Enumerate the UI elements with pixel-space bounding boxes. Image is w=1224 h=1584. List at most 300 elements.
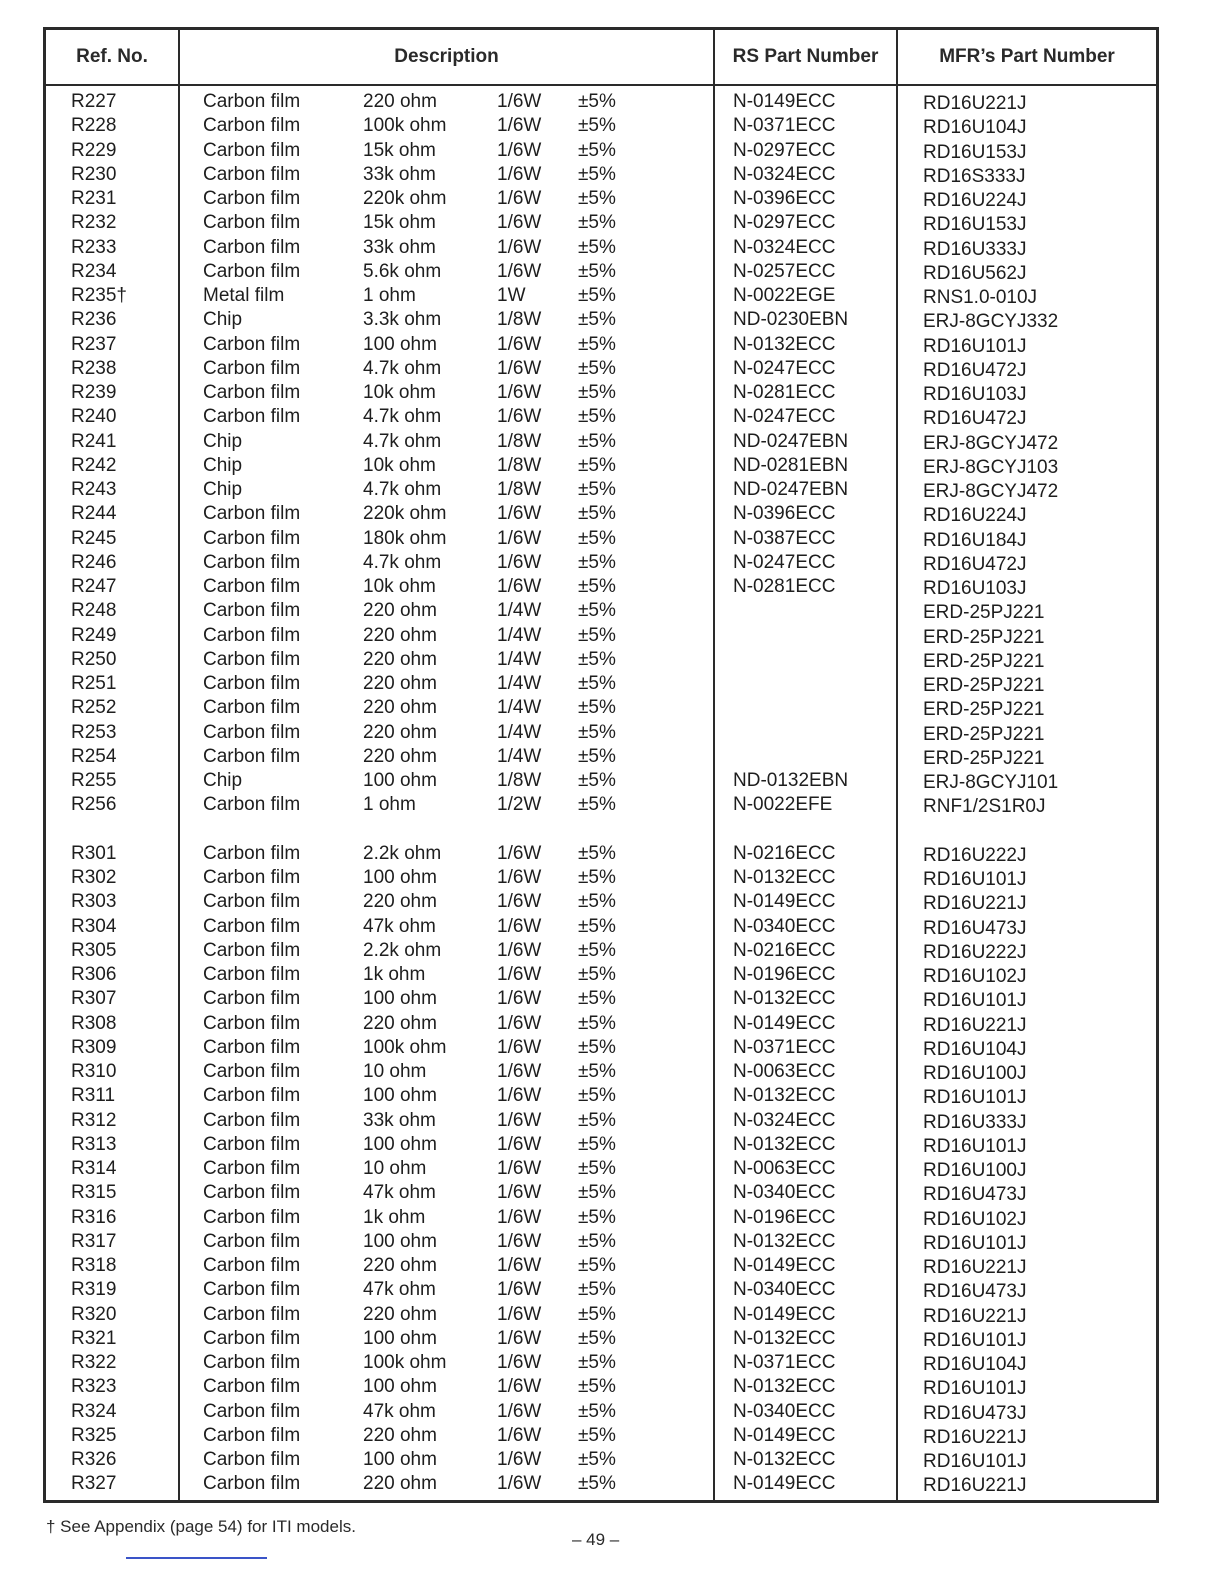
tolerance-cell: ±5% [578,867,616,888]
table-row [46,963,1156,987]
power-cell: 1/6W [497,1012,542,1034]
rs-part-cell: N-0371ECC [733,1036,836,1058]
mfr-part-cell: RD16U472J [923,359,1027,381]
rs-part-cell: N-0149ECC [733,91,836,112]
value-cell: 4.7k ohm [363,479,442,500]
tolerance-cell: ±5% [578,988,616,1010]
rs-part-cell: ND-0230EBN [733,309,849,331]
tolerance-cell: ±5% [578,115,616,137]
mfr-part-cell: RD16U101J [923,1087,1027,1109]
value-cell: 100k ohm [363,1352,447,1373]
rs-part-cell: ND-0247EBN [733,430,849,452]
table-row [46,624,1156,648]
ref-cell: R308 [71,1012,117,1034]
header-description: Description [394,46,499,67]
mfr-part-cell: RD16U221J [923,93,1027,114]
rs-part-cell: ND-0132EBN [733,770,849,791]
ref-cell: R254 [71,745,117,767]
rs-part-cell: N-0022EGE [733,285,836,306]
mfr-part-cell: ERD-25PJ221 [923,747,1045,769]
ref-cell: R303 [71,891,117,913]
power-cell: 1/8W [497,479,542,500]
mfr-part-cell: RD16U101J [923,1232,1027,1254]
table-row [46,1327,1156,1351]
ref-cell: R230 [71,163,117,185]
power-cell: 1/6W [497,357,542,379]
tolerance-cell: ±5% [578,770,616,791]
mfr-part-cell: RD16U221J [923,1305,1027,1327]
tolerance-cell: ±5% [578,333,616,355]
table-row [46,478,1156,502]
value-cell: 5.6k ohm [363,260,442,282]
power-cell: 1/6W [497,260,542,282]
ref-cell: R246 [71,551,117,573]
rs-part-cell: N-0281ECC [733,382,836,403]
rs-part-cell: N-0149ECC [733,1012,836,1034]
tolerance-cell: ±5% [578,1012,616,1034]
value-cell: 100 ohm [363,1085,437,1107]
value-cell: 2.2k ohm [363,842,442,864]
mfr-part-cell: ERD-25PJ221 [923,699,1045,721]
ref-cell: R305 [71,939,117,961]
table-row [46,769,1156,793]
ref-cell: R315 [71,1182,117,1204]
parts-table [43,27,1159,1503]
power-cell: 1/6W [497,576,542,597]
ref-cell: R320 [71,1303,117,1325]
table-row [46,1472,1156,1496]
value-cell: 220 ohm [363,891,437,913]
type-cell: Carbon film [203,1352,301,1373]
rs-part-cell: N-0132ECC [733,1133,836,1155]
value-cell: 100 ohm [363,1327,437,1349]
mfr-part-cell: ERJ-8GCYJ332 [923,311,1059,333]
type-cell: Carbon film [203,624,301,646]
value-cell: 47k ohm [363,1279,436,1301]
tolerance-cell: ±5% [578,527,616,549]
power-cell: 1/2W [497,794,542,816]
mfr-part-cell: RD16U101J [923,1135,1027,1157]
power-cell: 1/6W [497,842,542,864]
rs-part-cell: N-0132ECC [733,1449,836,1470]
type-cell: Carbon film [203,1230,301,1252]
table-row [46,260,1156,284]
ref-cell: R251 [71,673,117,694]
type-cell: Carbon film [203,115,301,137]
ref-cell: R307 [71,988,117,1010]
power-cell: 1/6W [497,1085,542,1107]
type-cell: Carbon film [203,1424,301,1446]
type-cell: Carbon film [203,1158,301,1179]
type-cell: Carbon film [203,1400,301,1422]
ref-cell: R318 [71,1255,117,1276]
mfr-part-cell: RD16U473J [923,1184,1027,1206]
power-cell: 1/6W [497,867,542,888]
table-row [46,648,1156,672]
table-row [46,1109,1156,1133]
ref-cell: R322 [71,1352,117,1373]
value-cell: 220 ohm [363,1255,437,1276]
power-cell: 1/6W [497,527,542,549]
mfr-part-cell: RD16U333J [923,238,1027,260]
value-cell: 220 ohm [363,673,437,694]
type-cell: Carbon film [203,745,301,767]
table-row [46,1012,1156,1036]
table-row [46,551,1156,575]
type-cell: Carbon film [203,842,301,864]
mfr-part-cell: RD16U473J [923,1281,1027,1303]
mfr-part-cell: ERJ-8GCYJ103 [923,456,1059,478]
power-cell: 1/8W [497,770,542,791]
ref-cell: R235† [71,285,127,306]
tolerance-cell: ±5% [578,842,616,864]
ref-cell: R326 [71,1449,117,1470]
mfr-part-cell: RD16U104J [923,1354,1027,1375]
ref-cell: R255 [71,770,117,791]
mfr-part-cell: RD16U221J [923,893,1027,915]
type-cell: Carbon film [203,1182,301,1204]
rs-part-cell: N-0257ECC [733,260,836,282]
tolerance-cell: ±5% [578,1279,616,1301]
power-cell: 1/4W [497,745,542,767]
tolerance-cell: ±5% [578,1182,616,1204]
type-cell: Carbon film [203,915,301,937]
table-row [46,333,1156,357]
power-cell: 1/8W [497,309,542,331]
value-cell: 220k ohm [363,503,447,525]
value-cell: 47k ohm [363,915,436,937]
mfr-part-cell: ERD-25PJ221 [923,675,1045,696]
type-cell: Carbon film [203,260,301,282]
table-row [46,90,1156,114]
mfr-part-cell: RD16U221J [923,1475,1027,1497]
table-row [46,502,1156,526]
rs-part-cell: N-0324ECC [733,236,836,258]
type-cell: Carbon film [203,964,301,985]
tolerance-cell: ±5% [578,503,616,525]
value-cell: 47k ohm [363,1400,436,1422]
table-row [46,1157,1156,1181]
tolerance-cell: ±5% [578,1085,616,1107]
tolerance-cell: ±5% [578,745,616,767]
ref-cell: R234 [71,260,117,282]
mfr-part-cell: RD16U100J [923,1160,1027,1181]
type-cell: Carbon film [203,406,301,428]
type-cell: Carbon film [203,697,301,719]
tolerance-cell: ±5% [578,479,616,500]
value-cell: 2.2k ohm [363,939,442,961]
tolerance-cell: ±5% [578,382,616,403]
mfr-part-cell: RD16U101J [923,335,1027,357]
value-cell: 10k ohm [363,382,436,403]
power-cell: 1/8W [497,430,542,452]
table-row [46,1278,1156,1302]
ref-cell: R314 [71,1158,117,1179]
table-row [46,1133,1156,1157]
rs-part-cell: N-0132ECC [733,1230,836,1252]
table-row [46,745,1156,769]
table-row [46,696,1156,720]
rs-part-cell: ND-0247EBN [733,479,849,500]
table-row [46,1084,1156,1108]
power-cell: 1/6W [497,163,542,185]
rs-part-cell: N-0371ECC [733,1352,836,1373]
type-cell: Chip [203,454,243,476]
tolerance-cell: ±5% [578,91,616,112]
tolerance-cell: ±5% [578,1303,616,1325]
table-row [46,1400,1156,1424]
rs-part-cell: N-0132ECC [733,867,836,888]
tolerance-cell: ±5% [578,1133,616,1155]
rs-part-cell: N-0371ECC [733,115,836,137]
type-cell: Chip [203,309,243,331]
value-cell: 220 ohm [363,600,437,622]
table-row [46,1181,1156,1205]
rs-part-cell: N-0340ECC [733,1279,836,1301]
rs-part-cell: N-0324ECC [733,1109,836,1131]
type-cell: Carbon film [203,212,301,234]
type-cell: Carbon film [203,988,301,1010]
type-cell: Carbon film [203,551,301,573]
tolerance-cell: ±5% [578,1158,616,1179]
rs-part-cell: N-0387ECC [733,527,836,549]
power-cell: 1/6W [497,236,542,258]
type-cell: Carbon film [203,382,301,403]
type-cell: Carbon film [203,600,301,622]
ref-cell: R253 [71,721,117,743]
power-cell: 1/4W [497,697,542,719]
type-cell: Carbon film [203,891,301,913]
ref-cell: R317 [71,1230,117,1252]
type-cell: Carbon film [203,188,301,209]
power-cell: 1/4W [497,600,542,622]
value-cell: 10k ohm [363,576,436,597]
tolerance-cell: ±5% [578,624,616,646]
power-cell: 1/6W [497,1206,542,1228]
type-cell: Carbon film [203,1206,301,1228]
mfr-part-cell: RD16U222J [923,844,1027,866]
mfr-part-cell: RD16U221J [923,1426,1027,1448]
value-cell: 220 ohm [363,1303,437,1325]
table-row [46,672,1156,696]
table-row [46,1303,1156,1327]
ref-cell: R311 [71,1085,116,1107]
rs-part-cell: N-0132ECC [733,1327,836,1349]
tolerance-cell: ±5% [578,309,616,331]
mfr-part-cell: ERD-25PJ221 [923,650,1045,672]
rs-part-cell: N-0063ECC [733,1061,836,1082]
table-row [46,430,1156,454]
ref-cell: R250 [71,648,117,670]
table-body [46,90,1156,1497]
rs-part-cell: N-0340ECC [733,1400,836,1422]
power-cell: 1/6W [497,1424,542,1446]
value-cell: 220 ohm [363,1012,437,1034]
ref-cell: R232 [71,212,117,234]
value-cell: 100 ohm [363,1133,437,1155]
ref-cell: R256 [71,794,117,816]
tolerance-cell: ±5% [578,1255,616,1276]
mfr-part-cell: ERD-25PJ221 [923,723,1045,745]
rs-part-cell: N-0149ECC [733,1473,836,1495]
type-cell: Carbon film [203,1085,301,1107]
value-cell: 4.7k ohm [363,406,442,428]
mfr-part-cell: RD16U101J [923,1451,1027,1472]
type-cell: Carbon film [203,1449,301,1470]
ref-cell: R319 [71,1279,117,1301]
table-row [46,308,1156,332]
ref-cell: R229 [71,139,117,161]
tolerance-cell: ±5% [578,1061,616,1082]
tolerance-cell: ±5% [578,794,616,816]
ref-cell: R231 [71,188,117,209]
table-row [46,1206,1156,1230]
tolerance-cell: ±5% [578,648,616,670]
ref-cell: R327 [71,1473,117,1495]
power-cell: 1/6W [497,1400,542,1422]
ref-cell: R310 [71,1061,117,1082]
value-cell: 15k ohm [363,139,436,161]
mfr-part-cell: RD16U472J [923,553,1027,575]
power-cell: 1/4W [497,624,542,646]
power-cell: 1/6W [497,91,542,112]
table-row [46,163,1156,187]
mfr-part-cell: RD16U333J [923,1111,1027,1133]
value-cell: 220k ohm [363,188,447,209]
tolerance-cell: ±5% [578,285,616,306]
mfr-part-cell: RD16U101J [923,869,1027,890]
power-cell: 1/6W [497,333,542,355]
value-cell: 220 ohm [363,1473,437,1495]
mfr-part-cell: RD16U103J [923,384,1027,405]
power-cell: 1/6W [497,1133,542,1155]
mfr-part-cell: RD16U101J [923,1378,1027,1400]
type-cell: Carbon film [203,236,301,258]
ref-cell: R324 [71,1400,117,1422]
type-cell: Carbon film [203,673,301,694]
power-cell: 1/6W [497,1255,542,1276]
table-row [46,866,1156,890]
rs-part-cell: N-0022EFE [733,794,833,816]
ref-cell: R301 [71,842,117,864]
type-cell: Carbon film [203,1279,301,1301]
rs-part-cell: N-0132ECC [733,988,836,1010]
mfr-part-cell: RD16U222J [923,941,1027,963]
power-cell: 1/6W [497,1036,542,1058]
mfr-part-cell: ERJ-8GCYJ101 [923,772,1059,793]
rs-part-cell: N-0281ECC [733,576,836,597]
table-row [46,1424,1156,1448]
mfr-part-cell: RD16U153J [923,214,1027,236]
ref-cell: R233 [71,236,117,258]
power-cell: 1/6W [497,939,542,961]
tolerance-cell: ±5% [578,357,616,379]
power-cell: 1/6W [497,1279,542,1301]
tolerance-cell: ±5% [578,721,616,743]
type-cell: Carbon film [203,527,301,549]
tolerance-cell: ±5% [578,1109,616,1131]
table-row [46,1448,1156,1472]
value-cell: 3.3k ohm [363,309,442,331]
power-cell: 1/6W [497,1473,542,1495]
rs-part-cell: N-0247ECC [733,357,836,379]
type-cell: Carbon film [203,163,301,185]
ref-cell: R241 [71,430,117,452]
value-cell: 180k ohm [363,527,447,549]
table-row [46,114,1156,138]
tolerance-cell: ±5% [578,188,616,209]
type-cell: Carbon film [203,503,301,525]
value-cell: 15k ohm [363,212,436,234]
mfr-part-cell: RD16U224J [923,505,1027,527]
table-row [46,284,1156,308]
ref-cell: R227 [71,91,117,112]
type-cell: Carbon film [203,1012,301,1034]
table-row [46,1230,1156,1254]
ref-cell: R243 [71,479,117,500]
mfr-part-cell: RD16U101J [923,990,1027,1012]
table-row [46,381,1156,405]
table-row [46,405,1156,429]
rs-part-cell: N-0196ECC [733,964,836,985]
table-row [46,793,1156,817]
type-cell: Carbon film [203,1327,301,1349]
rs-part-cell: N-0149ECC [733,1424,836,1446]
value-cell: 1 ohm [363,794,416,816]
value-cell: 220 ohm [363,624,437,646]
tolerance-cell: ±5% [578,964,616,985]
rs-part-cell: N-0396ECC [733,188,836,209]
rs-part-cell: N-0247ECC [733,551,836,573]
rs-part-cell: N-0196ECC [733,1206,836,1228]
value-cell: 100 ohm [363,988,437,1010]
tolerance-cell: ±5% [578,891,616,913]
mfr-part-cell: ERJ-8GCYJ472 [923,481,1059,502]
power-cell: 1/6W [497,1303,542,1325]
rs-part-cell: N-0216ECC [733,939,836,961]
value-cell: 4.7k ohm [363,430,442,452]
tolerance-cell: ±5% [578,1327,616,1349]
rs-part-cell: N-0340ECC [733,1182,836,1204]
row-spacer [46,818,1156,842]
rs-part-cell: ND-0281EBN [733,454,849,476]
power-cell: 1/4W [497,721,542,743]
table-row [46,842,1156,866]
power-cell: 1W [497,285,526,306]
mfr-part-cell: RD16U472J [923,408,1027,430]
ref-cell: R242 [71,454,117,476]
table-row [46,1060,1156,1084]
value-cell: 100 ohm [363,1449,437,1470]
value-cell: 100 ohm [363,770,437,791]
type-cell: Metal film [203,285,285,306]
tolerance-cell: ±5% [578,1449,616,1470]
tolerance-cell: ±5% [578,551,616,573]
tolerance-cell: ±5% [578,576,616,597]
tolerance-cell: ±5% [578,236,616,258]
table-row [46,1036,1156,1060]
type-cell: Carbon film [203,721,301,743]
mfr-part-cell: RD16U101J [923,1329,1027,1351]
power-cell: 1/6W [497,1182,542,1204]
value-cell: 10k ohm [363,454,436,476]
type-cell: Carbon film [203,91,301,112]
rs-part-cell: N-0132ECC [733,333,836,355]
ref-cell: R240 [71,406,117,428]
table-row [46,939,1156,963]
table-row [46,721,1156,745]
ref-cell: R248 [71,600,117,622]
